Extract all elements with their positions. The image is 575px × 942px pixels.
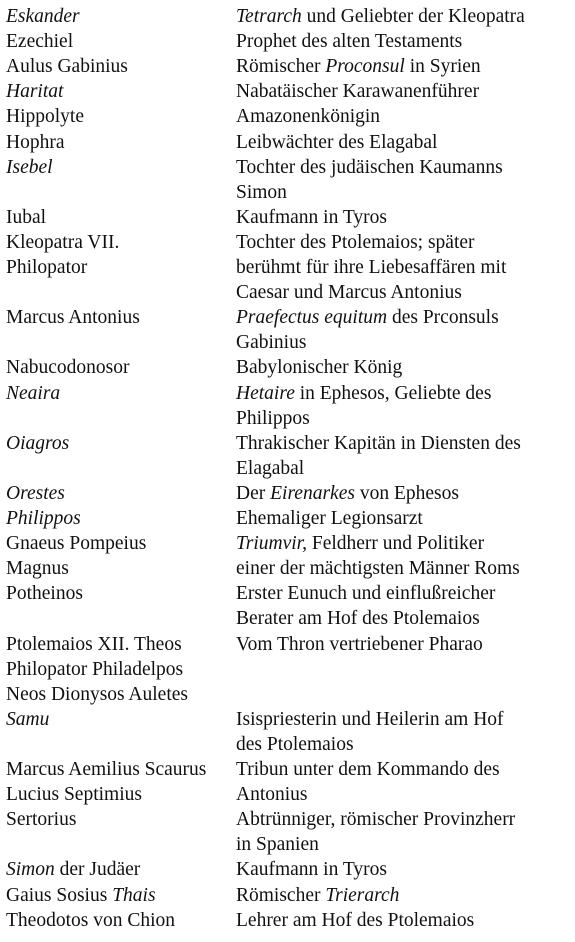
text-segment: Nabucodonosor xyxy=(6,357,130,379)
text-segment: Lucius Septimius xyxy=(6,784,142,806)
character-description xyxy=(236,883,575,908)
text-line xyxy=(6,581,236,606)
text-segment: Babylonischer König xyxy=(236,357,403,379)
character-description xyxy=(236,104,575,129)
text-segment: berühmt für ihre Liebesaffären mit xyxy=(236,256,507,278)
character-description xyxy=(236,205,575,230)
text-segment: Der xyxy=(236,482,271,504)
text-line xyxy=(6,908,236,933)
list-entry xyxy=(0,883,575,908)
character-name xyxy=(0,305,236,355)
text-line xyxy=(236,280,575,305)
text-line xyxy=(236,481,575,506)
text-segment: Ehemaliger Legionsarzt xyxy=(236,508,423,529)
text-line xyxy=(236,732,575,757)
list-entry xyxy=(0,481,575,506)
list-entry xyxy=(0,155,575,205)
text-segment: Aulus Gabinius xyxy=(6,56,128,78)
character-description xyxy=(236,857,575,882)
text-segment: Kaufmann in Tyros xyxy=(236,206,388,228)
text-line xyxy=(236,54,575,79)
text-line xyxy=(236,330,575,355)
text-segment: Amazonenkönigin xyxy=(236,106,381,128)
text-segment: des Prconsuls xyxy=(387,307,499,329)
text-line xyxy=(236,908,575,933)
character-name xyxy=(0,155,236,205)
text-line xyxy=(236,883,575,908)
character-description xyxy=(236,305,575,355)
list-entry xyxy=(0,632,575,707)
text-line xyxy=(6,79,236,104)
list-entry xyxy=(0,857,575,882)
list-entry xyxy=(0,130,575,155)
text-segment: Ezechiel xyxy=(6,31,74,53)
text-segment: Gnaeus Pompeius xyxy=(6,533,147,555)
text-line xyxy=(236,807,575,832)
text-line xyxy=(6,506,236,531)
text-segment: Philippos xyxy=(236,407,310,429)
text-segment: Leibwächter des Elagabal xyxy=(236,131,438,153)
text-line xyxy=(6,431,236,456)
character-name xyxy=(0,757,236,782)
text-segment: Isispriesterin und Heilerin am Hof xyxy=(236,708,504,730)
character-name xyxy=(0,431,236,481)
text-segment: in Spanien xyxy=(236,834,319,856)
text-segment: Römischer xyxy=(236,884,326,906)
list-entry xyxy=(0,79,575,104)
text-line xyxy=(236,205,575,230)
text-segment: Abtrünniger, römischer Provinzherr xyxy=(236,809,516,831)
character-name xyxy=(0,79,236,104)
list-entry xyxy=(0,54,575,79)
text-segment: Eskander xyxy=(6,6,80,27)
text-line xyxy=(6,782,236,807)
text-segment: Marcus Aemilius Scaurus xyxy=(6,759,207,780)
character-description xyxy=(236,506,575,531)
text-line xyxy=(236,155,575,180)
text-line xyxy=(236,757,575,782)
character-description xyxy=(236,807,575,857)
text-segment: Nabatäischer Karawanenführer xyxy=(236,81,480,103)
character-name xyxy=(0,29,236,54)
character-name xyxy=(0,883,236,908)
list-entry xyxy=(0,531,575,581)
text-line xyxy=(6,381,236,406)
character-name xyxy=(0,130,236,155)
character-name xyxy=(0,230,236,305)
text-segment: Erster Eunuch und einflußreicher xyxy=(236,583,496,605)
text-segment: Kaufmann in Tyros xyxy=(236,859,388,881)
text-segment: Prophet des alten Testaments xyxy=(236,31,463,53)
character-name xyxy=(0,381,236,431)
character-description xyxy=(236,355,575,380)
character-description xyxy=(236,707,575,757)
text-segment: Eirenarkes xyxy=(270,482,355,504)
text-segment: Proconsul xyxy=(325,56,405,78)
text-line xyxy=(6,531,236,556)
list-entry xyxy=(0,431,575,481)
list-entry xyxy=(0,104,575,129)
character-name xyxy=(0,632,236,707)
character-description xyxy=(236,632,575,707)
text-segment: und Geliebter der Kleopatra xyxy=(301,6,525,27)
text-line xyxy=(6,556,236,581)
text-segment: Hetaire xyxy=(236,382,295,404)
text-line xyxy=(236,782,575,807)
text-segment: Simon xyxy=(6,859,55,881)
text-line xyxy=(6,883,236,908)
character-name xyxy=(0,104,236,129)
character-description xyxy=(236,581,575,631)
list-entry xyxy=(0,4,575,29)
text-line xyxy=(6,104,236,129)
text-segment: Philopator Philadelpos xyxy=(6,658,184,680)
character-name xyxy=(0,531,236,581)
text-segment: Theodotos von Chion xyxy=(6,909,175,931)
list-entry xyxy=(0,355,575,380)
text-line xyxy=(236,556,575,581)
text-segment: Tetrarch xyxy=(236,6,302,27)
character-name xyxy=(0,54,236,79)
character-name xyxy=(0,205,236,230)
list-entry xyxy=(0,757,575,782)
text-line xyxy=(236,707,575,732)
character-description xyxy=(236,54,575,79)
text-segment: Praefectus equitum xyxy=(236,307,388,329)
list-entry xyxy=(0,29,575,54)
text-segment: Marcus Antonius xyxy=(6,307,140,329)
text-segment: Thais xyxy=(112,884,156,906)
character-name xyxy=(0,807,236,857)
text-segment: Hophra xyxy=(6,131,65,153)
text-segment: Triumvir, xyxy=(236,533,307,555)
list-entry xyxy=(0,506,575,531)
character-description xyxy=(236,29,575,54)
text-segment: Vom Thron vertriebener Pharao xyxy=(236,633,483,655)
text-segment: Thrakischer Kapitän in Diensten des xyxy=(236,432,521,454)
text-line xyxy=(236,29,575,54)
text-line xyxy=(236,104,575,129)
list-entry xyxy=(0,581,575,631)
text-line xyxy=(6,807,236,832)
list-entry xyxy=(0,908,575,933)
text-line xyxy=(236,456,575,481)
text-line xyxy=(236,431,575,456)
text-segment: einer der mächtigsten Männer Roms xyxy=(236,558,520,580)
text-segment: Lehrer am Hof des Ptolemaios xyxy=(236,909,475,931)
text-line xyxy=(6,305,236,330)
text-line xyxy=(236,130,575,155)
character-description xyxy=(236,531,575,581)
character-name xyxy=(0,4,236,29)
text-segment: Magnus xyxy=(6,558,69,580)
text-line xyxy=(236,230,575,255)
character-description xyxy=(236,431,575,481)
text-line xyxy=(6,657,236,682)
character-description xyxy=(236,230,575,305)
list-entry xyxy=(0,230,575,305)
text-line xyxy=(6,29,236,54)
character-description xyxy=(236,908,575,933)
text-segment: Orestes xyxy=(6,482,65,504)
text-line xyxy=(236,255,575,280)
text-segment: Antonius xyxy=(236,784,308,806)
text-segment: Berater am Hof des Ptolemaios xyxy=(236,608,480,630)
character-name xyxy=(0,782,236,807)
text-segment: Haritat xyxy=(6,81,64,103)
text-line xyxy=(236,606,575,631)
text-segment: Caesar und Marcus Antonius xyxy=(236,282,462,304)
text-line xyxy=(236,180,575,205)
text-line xyxy=(236,581,575,606)
text-segment: Tribun unter dem Kommando des xyxy=(236,759,500,780)
character-description xyxy=(236,79,575,104)
text-line xyxy=(6,54,236,79)
text-line xyxy=(236,305,575,330)
text-line xyxy=(236,832,575,857)
text-segment: in Syrien xyxy=(404,56,481,78)
text-line xyxy=(236,79,575,104)
text-line xyxy=(6,4,236,29)
text-line xyxy=(236,4,575,29)
text-segment: Simon xyxy=(236,181,287,203)
text-line xyxy=(236,531,575,556)
text-line xyxy=(6,130,236,155)
character-name xyxy=(0,481,236,506)
list-entry xyxy=(0,807,575,857)
text-line xyxy=(236,632,575,657)
character-name xyxy=(0,707,236,757)
character-description xyxy=(236,130,575,155)
text-segment: Kleopatra VII. xyxy=(6,231,120,253)
text-line xyxy=(6,682,236,707)
text-line xyxy=(6,632,236,657)
text-line xyxy=(6,255,236,280)
text-segment: Tochter des Ptolemaios; später xyxy=(236,231,475,253)
text-segment: Hippolyte xyxy=(6,106,84,128)
text-segment: Philippos xyxy=(6,508,81,529)
character-description xyxy=(236,4,575,29)
text-segment: Neaira xyxy=(6,382,61,404)
character-description xyxy=(236,155,575,205)
text-line xyxy=(6,205,236,230)
text-line xyxy=(6,155,236,180)
text-segment: der Judäer xyxy=(54,859,141,881)
text-line xyxy=(236,857,575,882)
text-segment: Oiagros xyxy=(6,432,70,454)
list-entry xyxy=(0,205,575,230)
character-name xyxy=(0,506,236,531)
text-segment: des Ptolemaios xyxy=(236,733,354,755)
text-line xyxy=(6,230,236,255)
text-line xyxy=(6,707,236,732)
text-line xyxy=(6,481,236,506)
text-line xyxy=(6,857,236,882)
text-segment: Trierarch xyxy=(325,884,400,906)
text-segment: in Ephesos, Geliebte des xyxy=(294,382,492,404)
text-segment: Elagabal xyxy=(236,457,305,479)
text-line xyxy=(236,355,575,380)
character-name xyxy=(0,857,236,882)
text-segment: Ptolemaios XII. Theos xyxy=(6,633,182,655)
text-segment: Gaius Sosius xyxy=(6,884,113,906)
text-segment: Gabinius xyxy=(236,332,307,354)
text-segment: Isebel xyxy=(6,156,53,178)
text-line xyxy=(236,406,575,431)
text-line xyxy=(236,506,575,531)
character-description xyxy=(236,782,575,807)
character-description xyxy=(236,757,575,782)
text-segment: von Ephesos xyxy=(354,482,459,504)
list-entry xyxy=(0,707,575,757)
text-segment: Iubal xyxy=(6,206,47,228)
text-line xyxy=(6,757,236,782)
list-entry xyxy=(0,305,575,355)
text-segment: Sertorius xyxy=(6,809,77,831)
character-description xyxy=(236,481,575,506)
character-description xyxy=(236,381,575,431)
text-segment: Potheinos xyxy=(6,583,83,605)
text-segment: Neos Dionysos Auletes xyxy=(6,683,188,705)
character-name xyxy=(0,908,236,933)
character-name xyxy=(0,581,236,631)
text-line xyxy=(236,381,575,406)
text-line xyxy=(6,355,236,380)
text-segment: Römischer xyxy=(236,56,326,78)
text-segment: Samu xyxy=(6,708,50,730)
list-entry xyxy=(0,381,575,431)
list-entry xyxy=(0,782,575,807)
text-segment: Feldherr und Politiker xyxy=(306,533,485,555)
character-name xyxy=(0,355,236,380)
text-segment: Tochter des judäischen Kaumanns xyxy=(236,156,503,178)
text-segment: Philopator xyxy=(6,256,88,278)
